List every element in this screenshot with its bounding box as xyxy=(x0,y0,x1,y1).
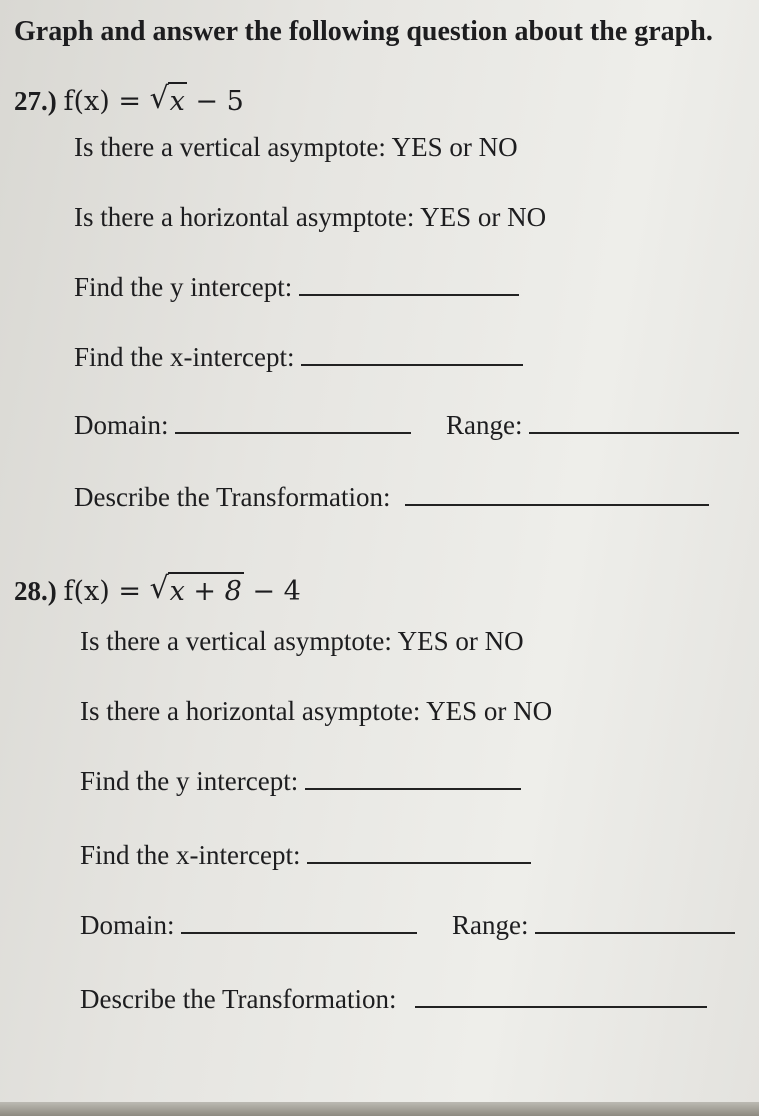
x-intercept-answer-blank[interactable] xyxy=(307,861,531,864)
domain-prompt xyxy=(74,412,411,439)
square-root: √ x xyxy=(149,81,185,117)
x-intercept-label: Find the x-intercept: xyxy=(80,840,301,870)
function-constant: − 5 xyxy=(195,86,244,117)
range-answer-blank[interactable] xyxy=(535,931,735,934)
function-expression xyxy=(63,571,301,607)
x-intercept-answer-blank[interactable] xyxy=(301,363,523,366)
y-intercept-label: Find the y intercept: xyxy=(80,766,299,796)
function-lhs: f(x) = xyxy=(63,86,141,117)
y-intercept-answer-blank[interactable] xyxy=(305,787,521,790)
domain-label: Domain: xyxy=(74,410,169,440)
range-label: Range: xyxy=(452,910,529,940)
transformation-label: Describe the Transformation: xyxy=(74,482,391,512)
domain-label: Domain: xyxy=(80,910,175,940)
range-prompt xyxy=(446,412,739,439)
x-intercept-prompt xyxy=(80,842,531,869)
function-constant: − 4 xyxy=(252,576,301,607)
vertical-asymptote-question: Is there a vertical asymptote: YES or NO xyxy=(80,626,524,656)
range-prompt xyxy=(452,912,735,939)
domain-answer-blank[interactable] xyxy=(175,431,411,434)
y-intercept-label: Find the y intercept: xyxy=(74,272,293,302)
y-intercept-answer-blank[interactable] xyxy=(299,293,519,296)
y-intercept-prompt xyxy=(80,768,521,795)
function-lhs: f(x) = xyxy=(63,576,141,607)
transformation-answer-blank[interactable] xyxy=(405,503,709,506)
question-number: 28.) xyxy=(14,576,57,606)
y-intercept-prompt xyxy=(74,274,519,301)
x-intercept-prompt xyxy=(74,344,523,371)
transformation-label: Describe the Transformation: xyxy=(80,984,397,1014)
range-answer-blank[interactable] xyxy=(529,431,739,434)
question-27-header xyxy=(14,81,244,117)
vertical-asymptote-question: Is there a vertical asymptote: YES or NO xyxy=(74,132,518,162)
function-expression xyxy=(63,81,244,117)
radicand: x + 8 xyxy=(169,576,242,607)
page-bottom-edge xyxy=(0,1102,759,1116)
radicand: x xyxy=(169,86,185,117)
transformation-prompt xyxy=(74,484,709,511)
question-28-header xyxy=(14,571,301,607)
range-label: Range: xyxy=(446,410,523,440)
question-number: 27.) xyxy=(14,86,57,116)
square-root: √ x + 8 xyxy=(149,571,242,607)
worksheet-title: Graph and answer the following question about the graph. xyxy=(14,16,713,47)
x-intercept-label: Find the x-intercept: xyxy=(74,342,295,372)
horizontal-asymptote-question: Is there a horizontal asymptote: YES or NO xyxy=(74,202,547,232)
domain-answer-blank[interactable] xyxy=(181,931,417,934)
domain-prompt xyxy=(80,912,417,939)
horizontal-asymptote-question: Is there a horizontal asymptote: YES or NO xyxy=(80,696,553,726)
transformation-prompt xyxy=(80,986,707,1013)
transformation-answer-blank[interactable] xyxy=(415,1005,707,1008)
